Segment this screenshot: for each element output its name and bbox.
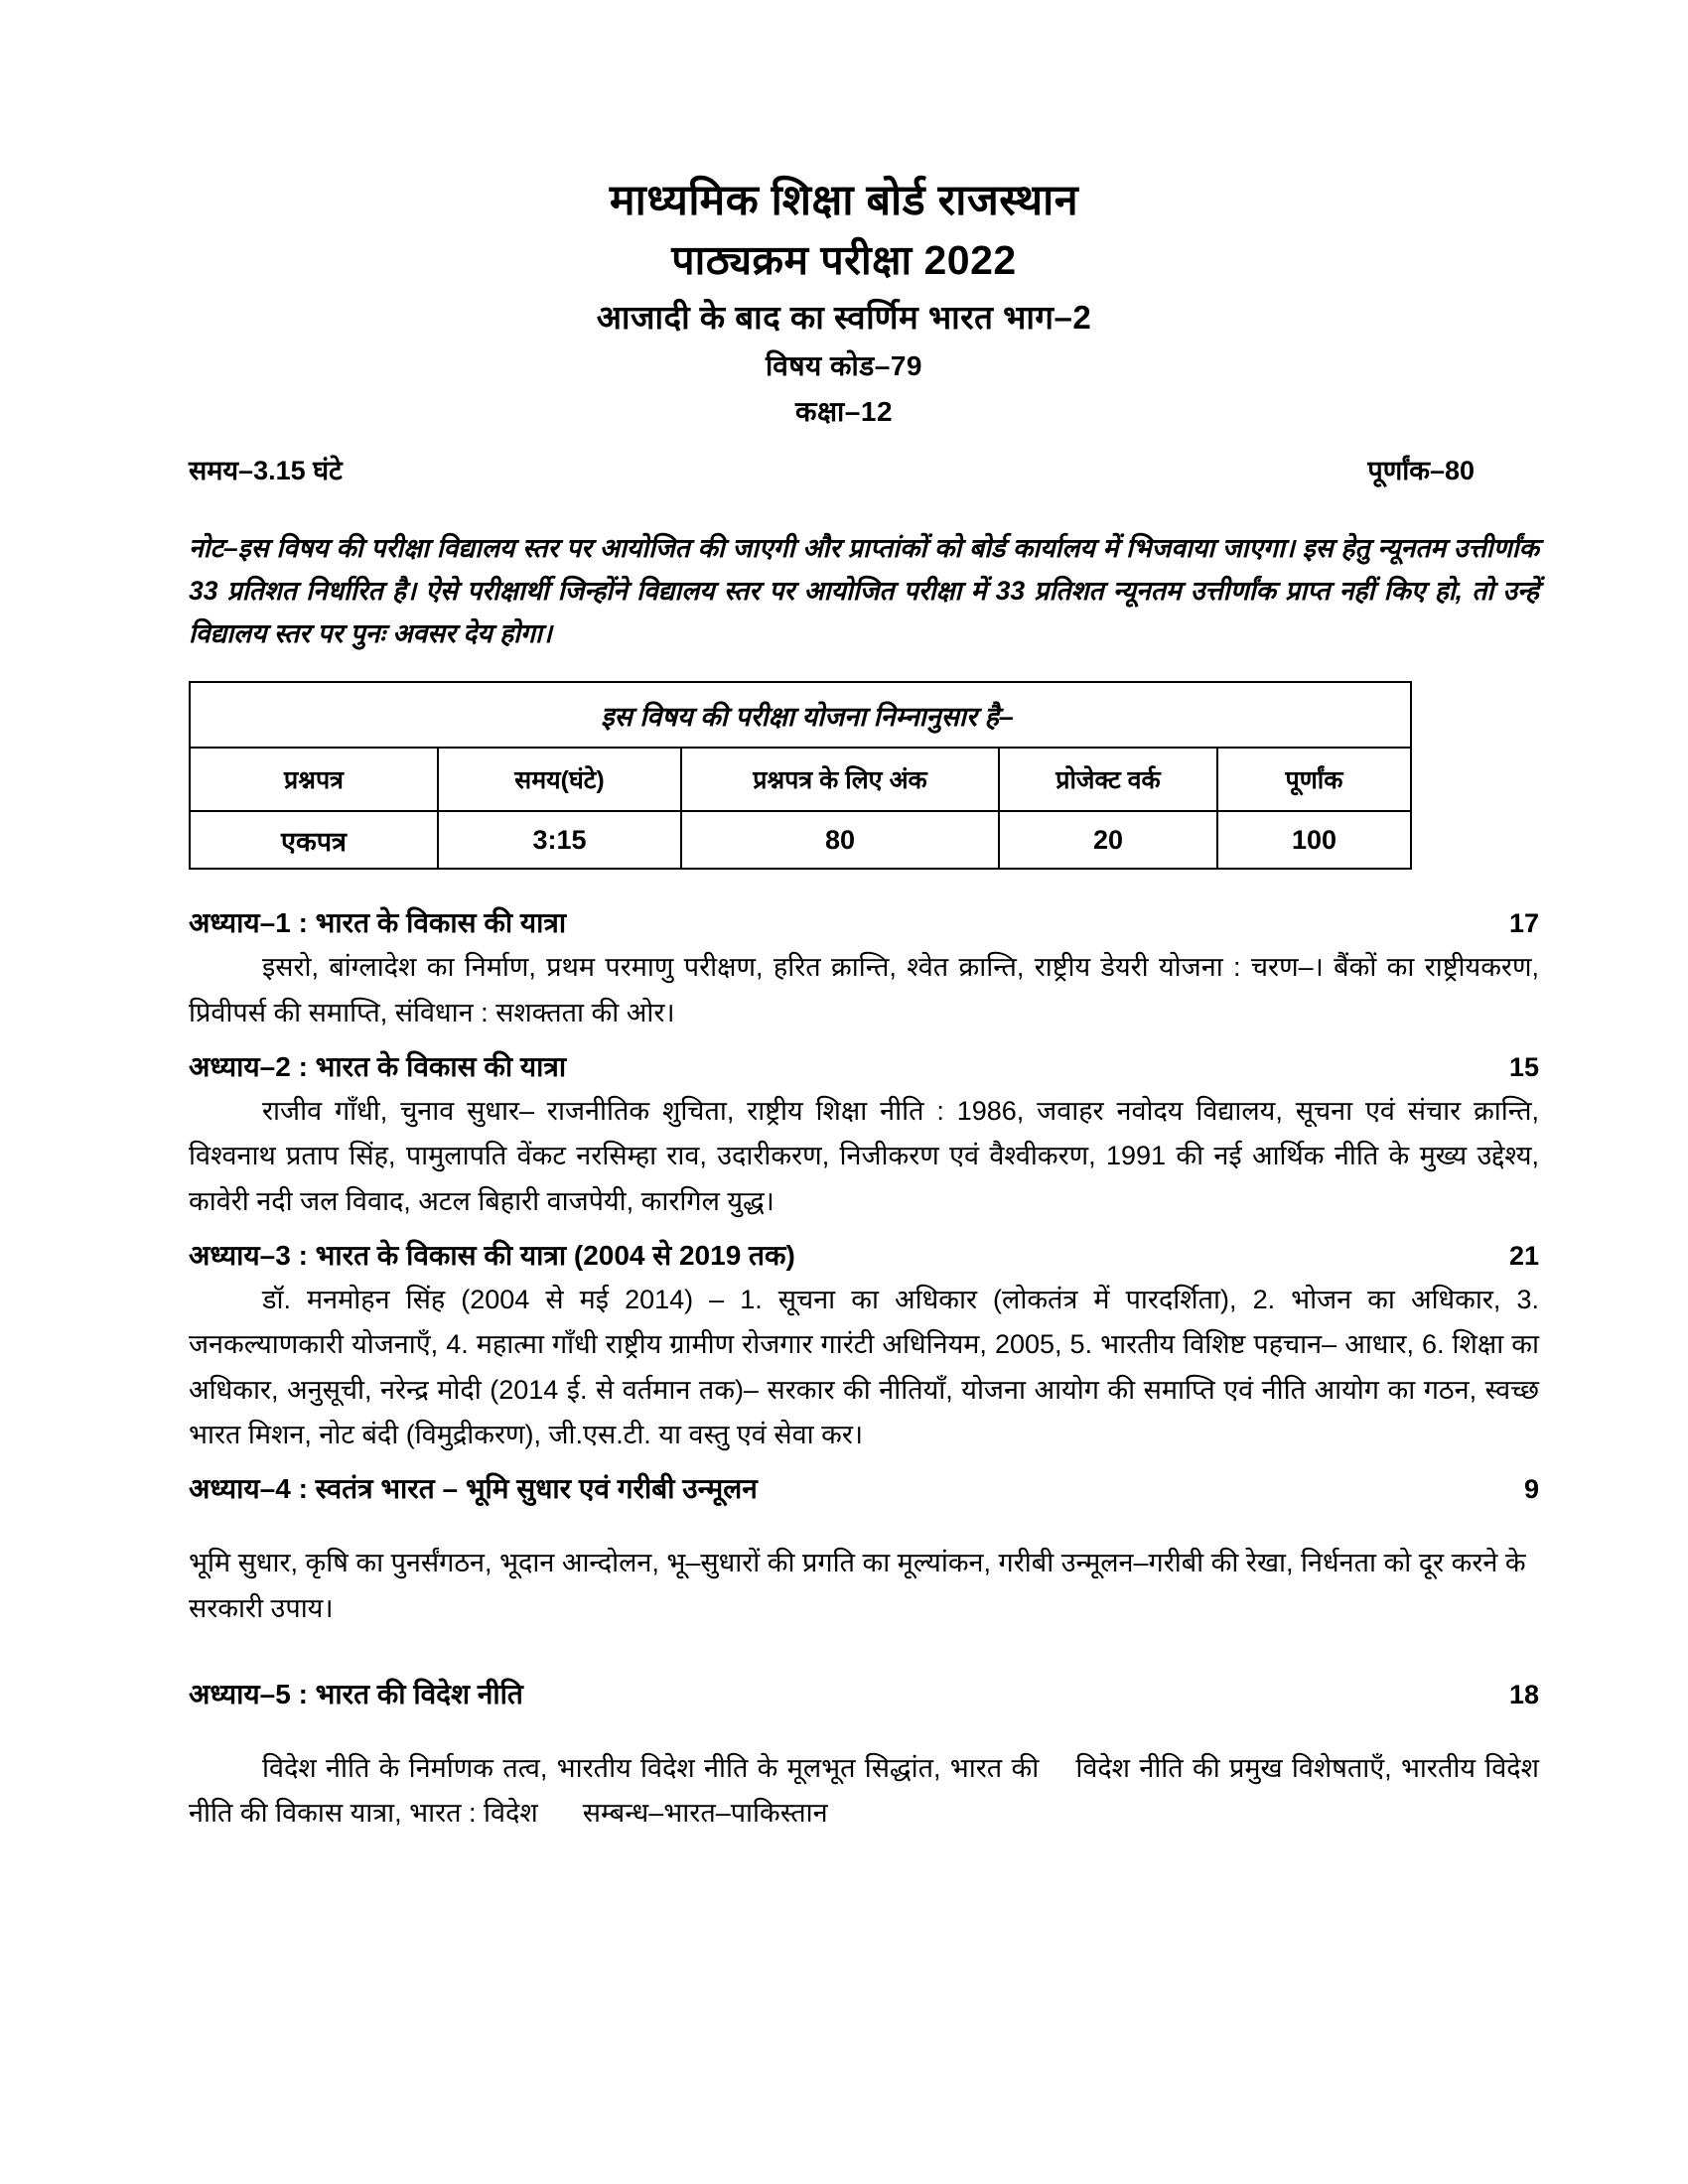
- chapter-3: [189, 1236, 1539, 1457]
- td-duration: 3:15: [438, 811, 681, 869]
- td-total: 100: [1217, 811, 1411, 869]
- exam-note: नोट–इस विषय की परीक्षा विद्यालय स्तर पर आयोजित की जाएगी और प्राप्तांकों को बोर्ड कार्यालय में भिजवाया जाएगा। इस हेतु न्यूनतम उत्तीर्णांक 33 प्रतिशत निर्धारित है। ऐसे परीक्षार्थी जिन्होंने विद्यालय स्तर पर आयोजित परीक्षा में 33 प्रतिशत न्यूनतम उत्तीर्णांक प्राप्त नहीं किए हो, तो उन्हें विद्यालय स्तर पर पुनः अवसर देय होगा।: [189, 533, 1539, 649]
- exam-title: पाठ्यक्रम परीक्षा 2022: [671, 237, 1017, 284]
- chapter-5-marks: 18: [1508, 1680, 1539, 1710]
- chapter-5: [189, 1675, 1547, 1837]
- chapter-4-title: अध्याय–4 : स्वतंत्र भारत – भूमि सुधार एवं गरीबी उन्मूलन: [189, 1473, 758, 1505]
- board-name: माध्यमिक शिक्षा बोर्ड राजस्थान: [609, 177, 1079, 224]
- exam-scheme-table: [189, 681, 1412, 870]
- exam-total-marks: पूर्णांक–80: [1367, 456, 1475, 486]
- th-duration: समय(घंटे): [438, 748, 681, 811]
- chapter-3-title: अध्याय–3 : भारत के विकास की यात्रा (2004 से 2019 तक): [189, 1239, 795, 1271]
- chapter-1-marks: 17: [1508, 908, 1539, 939]
- exam-duration: समय–3.15 घंटे: [189, 456, 343, 486]
- chapter-5-title: अध्याय–5 : भारत की विदेश नीति: [189, 1679, 523, 1710]
- scheme-caption: इस विषय की परीक्षा योजना निम्नानुसार है–: [190, 682, 1411, 748]
- td-paper-marks: 80: [681, 811, 999, 869]
- th-paper-marks: प्रश्नपत्र के लिए अंक: [681, 748, 999, 811]
- chapter-1-title: अध्याय–1 : भारत के विकास की यात्रा: [189, 907, 567, 939]
- chapter-list: [189, 903, 1547, 1837]
- table-row: [190, 811, 1411, 869]
- chapter-4-heading: [189, 1469, 1539, 1507]
- th-total: पूर्णांक: [1217, 748, 1411, 811]
- chapter-2: [189, 1047, 1539, 1224]
- class-level: कक्षा–12: [794, 395, 894, 427]
- td-project-work: 20: [999, 811, 1217, 869]
- table-header-row: [190, 748, 1411, 811]
- chapter-3-heading: [189, 1236, 1539, 1274]
- chapter-4-body: भूमि सुधार, कृषि का पुनर्संगठन, भूदान आन्दोलन, भू–सुधारों की प्रगति का मूल्यांकन, गरीबी उन्मूलन–गरीबी की रेखा, निर्धनता को दूर करने के सरकारी उपाय।: [189, 1548, 1526, 1623]
- th-project-work: प्रोजेक्ट वर्क: [999, 748, 1217, 811]
- chapter-3-marks: 21: [1508, 1240, 1539, 1271]
- chapter-2-marks: 15: [1508, 1051, 1539, 1082]
- chapter-2-heading: [189, 1047, 1539, 1085]
- chapter-4: [189, 1469, 1539, 1631]
- chapter-1-heading: [189, 903, 1539, 941]
- chapter-5-heading: [189, 1675, 1539, 1712]
- th-question-paper: प्रश्नपत्र: [190, 748, 438, 811]
- chapter-1-body: इसरो, बांग्लादेश का निर्माण, प्रथम परमाणु परीक्षण, हरित क्रान्ति, श्वेत क्रान्ति, राष्ट्रीय डेयरी योजना : चरण–। बैंकों का राष्ट्रीयकरण, प्रिवीपर्स की समाप्ति, संविधान : सशक्तता की ओर।: [189, 952, 1539, 1027]
- exam-scheme-table-wrapper: [189, 681, 1410, 870]
- td-question-paper: एकपत्र: [190, 811, 438, 869]
- chapter-5-body: विदेश नीति के निर्माणक तत्व, भारतीय विदेश नीति के मूलभूत सिद्धांत, भारत की विदेश नीति की प्रमुख विशेषताएँ, भारतीय विदेश नीति की विकास यात्रा, भारत : विदेश सम्बन्ध–भारत–पाकिस्तान: [189, 1753, 1547, 1829]
- exam-meta-row: [0, 451, 1688, 487]
- subject-code: विषय कोड–79: [766, 349, 922, 381]
- chapter-2-title: अध्याय–2 : भारत के विकास की यात्रा: [189, 1050, 567, 1082]
- chapter-3-body: डॉ. मनमोहन सिंह (2004 से मई 2014) – 1. सूचना का अधिकार (लोकतंत्र में पारदर्शिता), 2. भोजन का अधिकार, 3. जनकल्याणकारी योजनाएँ, 4. महात्मा गाँधी राष्ट्रीय ग्रामीण रोजगार गारंटी अधिनियम, 2005, 5. भारतीय विशिष्ट पहचान– आधार, 6. शिक्षा का अधिकार, अनुसूची, नरेन्द्र मोदी (2014 ई. से वर्तमान तक)– सरकार की नीतियाँ, योजना आयोग की समाप्ति एवं नीति आयोग का गठन, स्वच्छ भारत मिशन, नोट बंदी (विमुद्रीकरण), जी.एस.टी. या वस्तु एवं सेवा कर।: [189, 1284, 1539, 1450]
- chapter-2-body: राजीव गाँधी, चुनाव सुधार– राजनीतिक शुचिता, राष्ट्रीय शिक्षा नीति : 1986, जवाहर नवोदय विद्यालय, सूचना एवं संचार क्रान्ति, विश्वनाथ प्रताप सिंह, पामुलापति वेंकट नरसिम्हा राव, उदारीकरण, निजीकरण एवं वैश्वीकरण, 1991 की नई आर्थिक नीति के मुख्य उद्देश्य, कावेरी नदी जल विवाद, अटल बिहारी वाजपेयी, कारगिल युद्ध।: [189, 1095, 1539, 1216]
- document-header: [0, 0, 1688, 429]
- book-title: आजादी के बाद का स्वर्णिम भारत भाग–2: [596, 298, 1092, 336]
- table-caption-row: [190, 682, 1411, 748]
- chapter-1: [189, 903, 1539, 1035]
- chapter-4-marks: 9: [1523, 1474, 1539, 1505]
